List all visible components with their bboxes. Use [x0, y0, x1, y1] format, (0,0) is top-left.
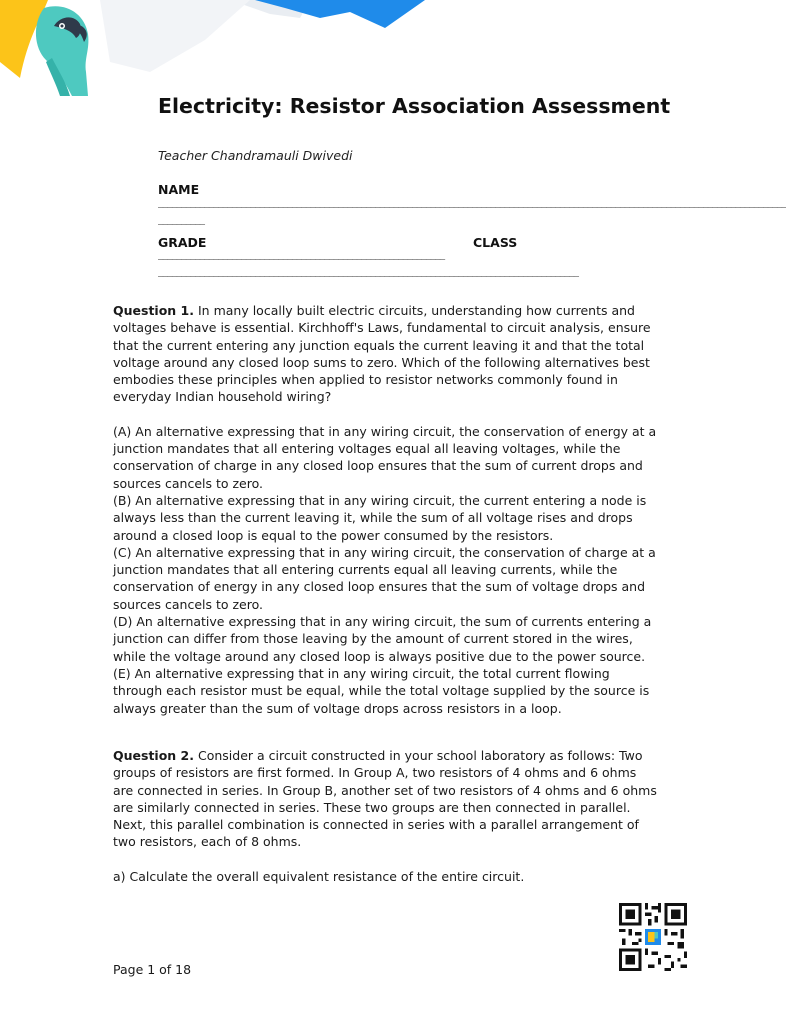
question-1-label: Question 1. — [113, 303, 194, 318]
question-2-stem — [113, 747, 658, 851]
question-1-option-b[interactable]: (B) An alternative expressing that in any wiring circuit, the current entering a node is always less than the current leaving it, while the sum of all voltage rises and drops around a closed loop is equal to the power consumed by the resistors. — [113, 492, 647, 543]
question-1-option-a[interactable]: (A) An alternative expressing that in any wiring circuit, the conservation of energy at a junction mandates that all entering voltages equal all leaving voltages, while the conservation of charge in any closed loop ensures that the sum of current drops and sources cancels to zero. — [113, 423, 657, 491]
page-number: Page 1 of 18 — [113, 962, 192, 977]
question-1-option-e[interactable]: (E) An alternative expressing that in any wiring circuit, the total current flowing through each resistor must be equal, while the total voltage supplied by the source is always greater than the sum of voltage drops across resistors in a loop. — [113, 665, 650, 716]
name-answer-line-continued[interactable]: –––––––––– — [158, 220, 205, 230]
question-1-option-c[interactable]: (C) An alternative expressing that in any wiring circuit, the conservation of charge at a junction mandates that all entering currents equal all leaving currents, while the conservation of energy in any closed loop ensures that the sum of voltage drops and sources cancels to zero. — [113, 544, 656, 612]
class-answer-line[interactable]: ––––––––––––––––––––––––––––––––––––––––––––––––––––––––––––––––––––––––––––––––––––––––––– — [158, 272, 579, 282]
qr-code-icon[interactable] — [619, 903, 687, 971]
header-decoration — [0, 0, 768, 100]
question-2 — [113, 747, 658, 885]
name-label: NAME — [158, 182, 200, 197]
class-label: CLASS — [473, 235, 518, 250]
parrot-logo-icon — [0, 0, 100, 100]
grade-answer-line[interactable]: –––––––––––––––––––––––––––––––––––––––––––––––––––––––––––––– — [158, 255, 445, 265]
question-2-part-a: a) Calculate the overall equivalent resistance of the entire circuit. — [113, 868, 525, 884]
question-1-text: In many locally built electric circuits, understanding how currents and voltages behave is essential. Kirchhoff's Laws, fundamental to circuit analysis, ensure that the current entering any junction equals the current leaving it and that the total voltage around any closed loop sums to zero. Which of the following alternatives best embodies these principles when applied to resistor networks commonly found in everyday Indian household wiring? — [113, 303, 651, 405]
question-2-text: Consider a circuit constructed in your school laboratory as follows: Two groups of resistors are first formed. In Group A, two resistors of 4 ohms and 6 ohms are connected in series. In Group B, another set of two resistors of 4 ohms and 6 ohms are similarly connected in series. These two groups are then connected in parallel. Next, this parallel combination is connected in series with a parallel arrangement of two resistors, each of 8 ohms. — [113, 748, 657, 850]
question-1-stem — [113, 302, 658, 406]
teacher-name: Teacher Chandramauli Dwivedi — [158, 148, 353, 163]
question-2-label: Question 2. — [113, 748, 194, 763]
document-title: Electricity: Resistor Association Assessment — [158, 94, 671, 118]
question-1 — [113, 302, 658, 717]
name-answer-line[interactable]: –––––––––––––––––––––––––––––––––––––––––––––––––––––––––––––––––––––––––––––––––––––––––––––––––––––––––––––––––––––––––––––––––––––––– — [158, 203, 786, 213]
grade-label: GRADE — [158, 235, 207, 250]
question-1-option-d[interactable]: (D) An alternative expressing that in any wiring circuit, the sum of currents entering a junction can differ from those leaving by the amount of current stored in the wires, while the voltage around any closed loop is always positive due to the power source. — [113, 614, 652, 664]
